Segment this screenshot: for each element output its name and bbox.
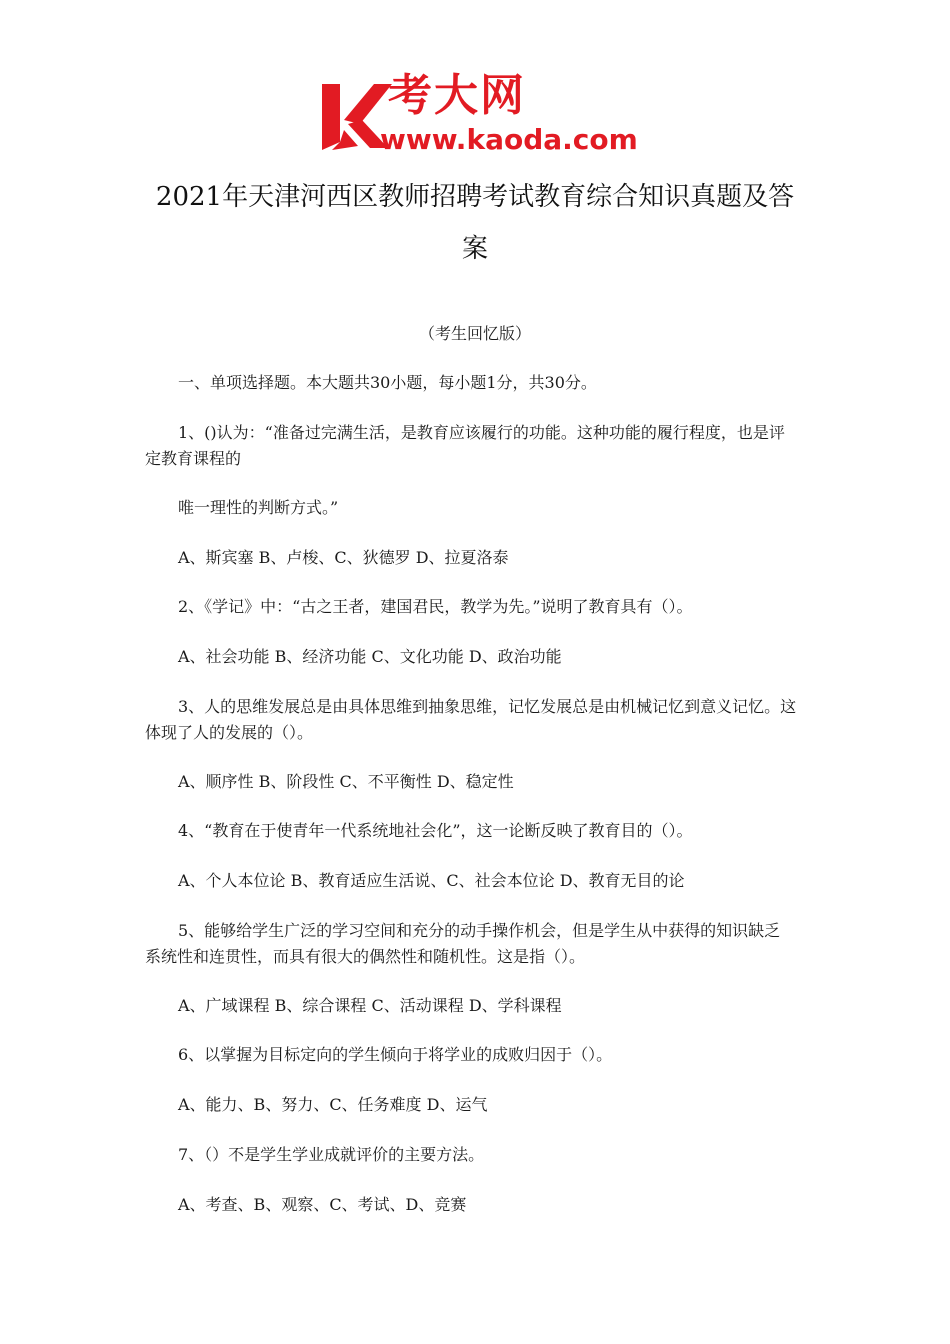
question-1-text: 1、()认为：“准备过完满生活，是教育应该履行的功能。这种功能的履行程度，也是评 xyxy=(178,423,785,442)
document-title-line-2: 案 xyxy=(461,234,488,264)
question-2-options: A、社会功能 B、经济功能 C、文化功能 D、政治功能 xyxy=(178,647,562,666)
question-5-options: A、广域课程 B、综合课程 C、活动课程 D、学科课程 xyxy=(178,996,562,1015)
question-2-text: 2、《学记》中：“古之王者，建国君民，教学为先。”说明了教育具有（）。 xyxy=(178,597,693,616)
logo-brand-text: 考大网 xyxy=(388,70,526,121)
question-1-text-cont: 定教育课程的 xyxy=(145,449,242,468)
question-4-text: 4、“教育在于使青年一代系统地社会化”，这一论断反映了教育目的（）。 xyxy=(178,821,693,840)
document-title-line-1: 2021年天津河西区教师招聘考试教育综合知识真题及答 xyxy=(155,182,795,212)
question-1-text-cont-2: 唯一理性的判断方式。” xyxy=(178,498,339,517)
logo-url-text: www.kaoda.com xyxy=(380,123,638,156)
document-subtitle: （考生回忆版） xyxy=(418,324,531,343)
question-3-text: 3、人的思维发展总是由具体思维到抽象思维，记忆发展总是由机械记忆到意义记忆。这 xyxy=(178,697,797,716)
question-6-text: 6、以掌握为目标定向的学生倾向于将学业的成败归因于（）。 xyxy=(178,1045,613,1064)
question-6-options: A、能力、B、努力、C、任务难度 D、运气 xyxy=(178,1095,488,1114)
question-7-text: 7、（）不是学生学业成就评价的主要方法。 xyxy=(178,1145,485,1164)
question-3-options: A、顺序性 B、阶段性 C、不平衡性 D、稳定性 xyxy=(178,772,514,791)
kaoda-logo xyxy=(318,70,638,160)
question-1-options: A、斯宾塞 B、卢梭、C、狄德罗 D、拉夏洛泰 xyxy=(178,548,509,567)
section-heading: 一、单项选择题。本大题共30小题，每小题1分，共30分。 xyxy=(178,373,597,392)
question-3-text-cont: 体现了人的发展的（）。 xyxy=(145,723,314,742)
question-5-text-cont: 系统性和连贯性，而具有很大的偶然性和随机性。这是指（）。 xyxy=(145,947,586,966)
question-5-text: 5、能够给学生广泛的学习空间和充分的动手操作机会，但是学生从中获得的知识缺乏 xyxy=(178,921,781,940)
question-4-options: A、个人本位论 B、教育适应生活说、C、社会本位论 D、教育无目的论 xyxy=(178,871,685,890)
question-7-options: A、考查、B、观察、C、考试、D、竞赛 xyxy=(178,1195,467,1214)
